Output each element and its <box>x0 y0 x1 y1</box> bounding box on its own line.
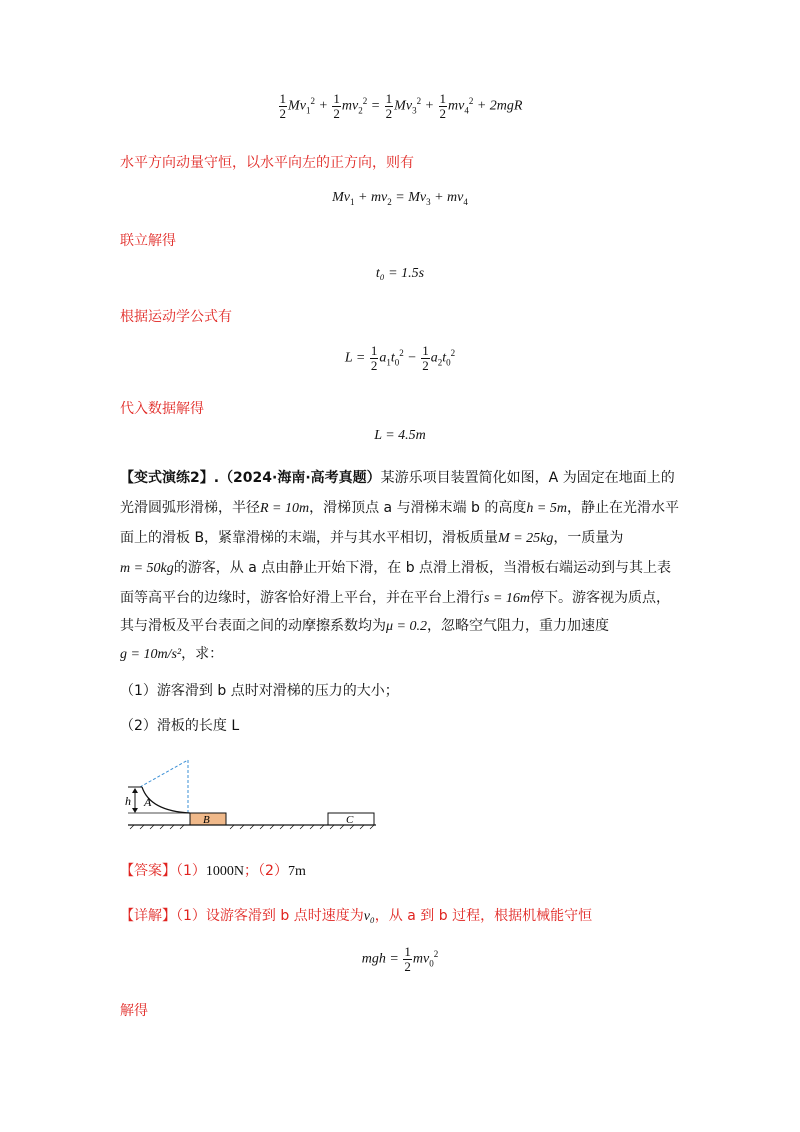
problem-text-2c: ，静止在光滑水平 <box>566 500 679 516</box>
question-2: （2）滑板的长度 L <box>120 718 240 734</box>
energy-equation: $\frac{1}{2}$ $Mv_1^2$ + $\frac{1}{2}$ $mv_2^2$ = $\frac{1}{2}$ $Mv_3^2$ + $\frac{1}{2}$ $mv_4^2 + 2mgR$ <box>279 91 523 121</box>
detail-text-2: ，从 a 到 b 过程，根据机械能守恒 <box>374 908 593 924</box>
problem-line-6 <box>120 615 609 635</box>
arrow-up <box>132 788 138 793</box>
problem-text-6b: ，忽略空气阻力，重力加速度 <box>426 618 609 634</box>
slide-distance-value: s = 16m <box>484 591 531 606</box>
answer-separator: ；（2） <box>244 863 288 879</box>
problem-label: 【变式演练2】. <box>120 470 220 486</box>
problem-text-6a: 其与滑板及平台表面之间的动摩擦系数均为 <box>120 618 386 634</box>
problem-source: （2024·海南·高考真题） <box>219 470 381 486</box>
problem-text-5a: 面等高平台的边缘时，游客恰好滑上平台，并在平台上滑行 <box>120 590 484 606</box>
problem-text-1: 某游乐项目装置简化如图，A 为固定在地面上的 <box>380 470 675 486</box>
problem-text-2b: ，滑梯顶点 a 与滑梯末端 b 的高度 <box>309 500 527 516</box>
solve-line-1: 联立解得 <box>120 233 176 249</box>
mgh-equation: mgh = $\frac{1}{2}$ $mv_0^2$ <box>361 944 439 974</box>
t0-equation: t₀ = 1.5s <box>375 266 425 281</box>
detail-line <box>120 905 592 925</box>
board-mass-value: M = 25kg <box>498 531 554 546</box>
problem-text-7: ，求： <box>181 646 224 662</box>
problem-text-3a: 面上的滑板 B，紧靠滑梯的末端，并与其水平相切，滑板质量 <box>120 530 499 546</box>
height-value: h = 5m <box>526 501 567 516</box>
answer-part1-label: （1） <box>176 863 206 879</box>
kinematics-line: 根据运动学公式有 <box>120 309 232 325</box>
problem-text-2a: 光滑圆弧形滑梯，半径 <box>120 500 260 516</box>
problem-line-7 <box>120 643 223 663</box>
problem-line-1 <box>120 467 675 487</box>
problem-text-5b: 停下。游客视为质点， <box>530 590 671 606</box>
label-C: C <box>346 814 354 826</box>
dashed-radius-top <box>140 760 188 787</box>
problem-text-4: 的游客，从 a 点由静止开始下滑，在 b 点滑上滑板，当滑板右端运动到与其上表 <box>173 560 672 576</box>
question-1: （1）游客滑到 b 点时对滑梯的压力的大小； <box>120 683 399 699</box>
answer-value-1: 1000N <box>205 864 245 879</box>
final-solve-line: 解得 <box>120 1003 148 1019</box>
answer-line <box>120 860 306 880</box>
radius-value: R = 10m <box>260 501 310 516</box>
slide-diagram <box>120 755 380 835</box>
gravity-value: g = 10m/s² <box>120 647 182 662</box>
problem-line-5 <box>120 587 670 607</box>
detail-label: 【详解】 <box>120 908 176 924</box>
visitor-mass-value: m = 50kg <box>120 561 174 576</box>
problem-line-3 <box>120 527 623 547</box>
detail-text-1: （1）设游客滑到 b 点时速度为 <box>176 908 364 924</box>
friction-value: μ = 0.2 <box>386 619 427 634</box>
label-A: A <box>144 795 152 809</box>
label-h: h <box>125 794 131 808</box>
label-B: B <box>203 814 210 826</box>
problem-line-4 <box>120 557 671 577</box>
momentum-note: 水平方向动量守恒，以水平向左的正方向，则有 <box>120 155 414 171</box>
problem-line-2 <box>120 497 679 517</box>
L-result-equation: L = 4.5m <box>374 428 426 443</box>
problem-text-3b: ，一质量为 <box>553 530 624 546</box>
momentum-equation: $Mv_1 + mv_2 = Mv_3 + mv_4$ <box>332 190 468 207</box>
L-kinematics-equation: L = $\frac{1}{2}$ $a_1t_0^2$ − $\frac{1}{2}$ $a_2t_0^2$ <box>344 343 456 373</box>
v0-symbol: v₀ <box>363 909 375 924</box>
substitute-line: 代入数据解得 <box>120 401 204 417</box>
answer-label: 【答案】 <box>120 863 176 879</box>
answer-value-2: 7m <box>287 864 306 879</box>
arrow-down <box>132 808 138 813</box>
